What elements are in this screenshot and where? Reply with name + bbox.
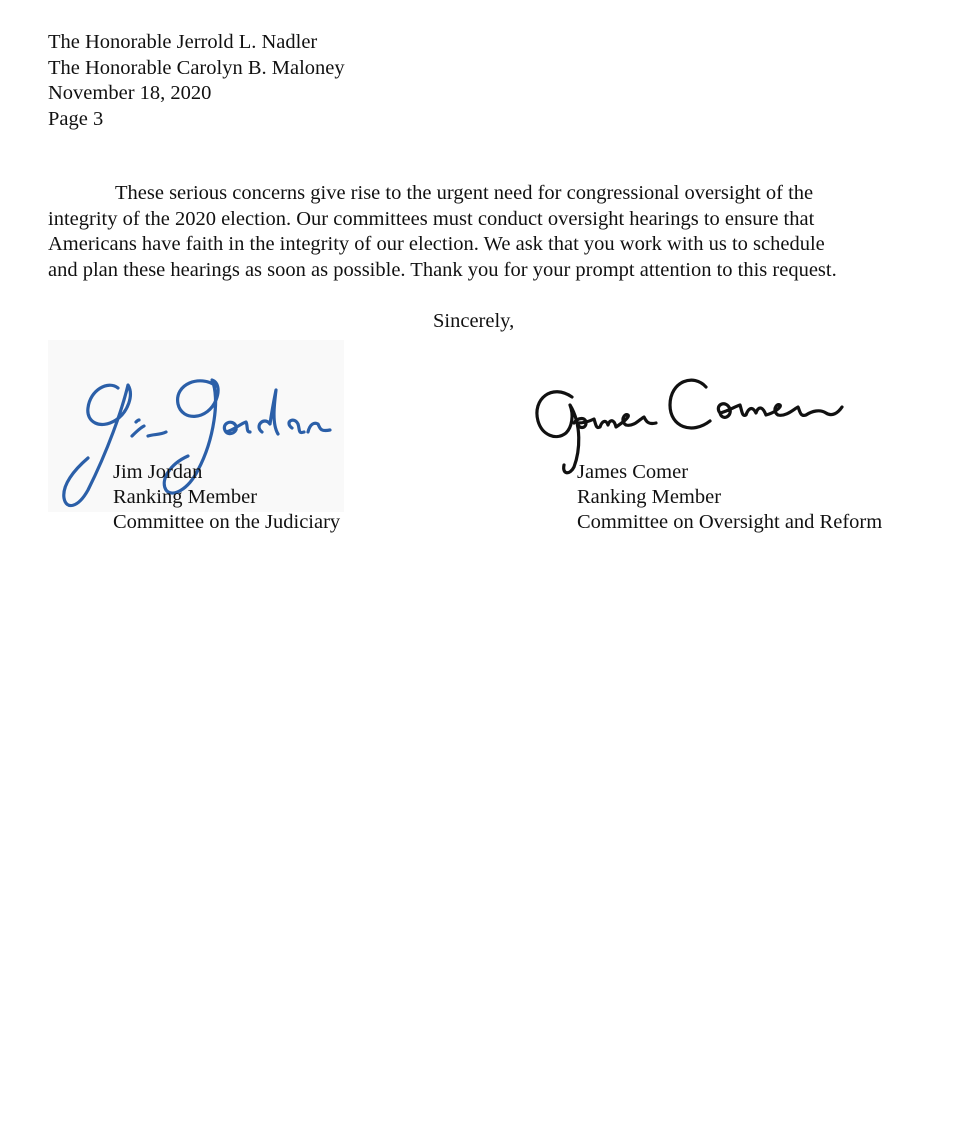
signer-committee-comer: Committee on Oversight and Reform: [577, 511, 883, 533]
closing-salutation: Sincerely,: [433, 310, 515, 332]
signer-name-comer: James Comer: [577, 461, 689, 483]
letter-body-paragraph: [48, 181, 908, 283]
signer-title-comer: Ranking Member: [577, 486, 722, 508]
body-line-4: and plan these hearings as soon as possible. Thank you for your prompt attention to this request.: [48, 258, 837, 281]
signature-block-jordan: [113, 460, 340, 535]
signer-name-jordan: Jim Jordan: [113, 461, 203, 483]
body-line-2: integrity of the 2020 election. Our committees must conduct oversight hearings to ensure that: [48, 207, 815, 230]
letter-header: [48, 30, 345, 132]
body-line-1: These serious concerns give rise to the urgent need for congressional oversight of the: [115, 182, 814, 204]
signer-committee-jordan: Committee on the Judiciary: [113, 511, 341, 533]
recipient-line-2: The Honorable Carolyn B. Maloney: [48, 56, 345, 79]
body-line-3: Americans have faith in the integrity of our election. We ask that you work with us to schedule: [48, 233, 825, 255]
letter-date: November 18, 2020: [48, 82, 212, 104]
signature-block-comer: [577, 460, 882, 535]
page-number: Page 3: [48, 107, 104, 130]
signer-title-jordan: Ranking Member: [113, 486, 258, 508]
recipient-line-1: The Honorable Jerrold L. Nadler: [48, 31, 318, 53]
